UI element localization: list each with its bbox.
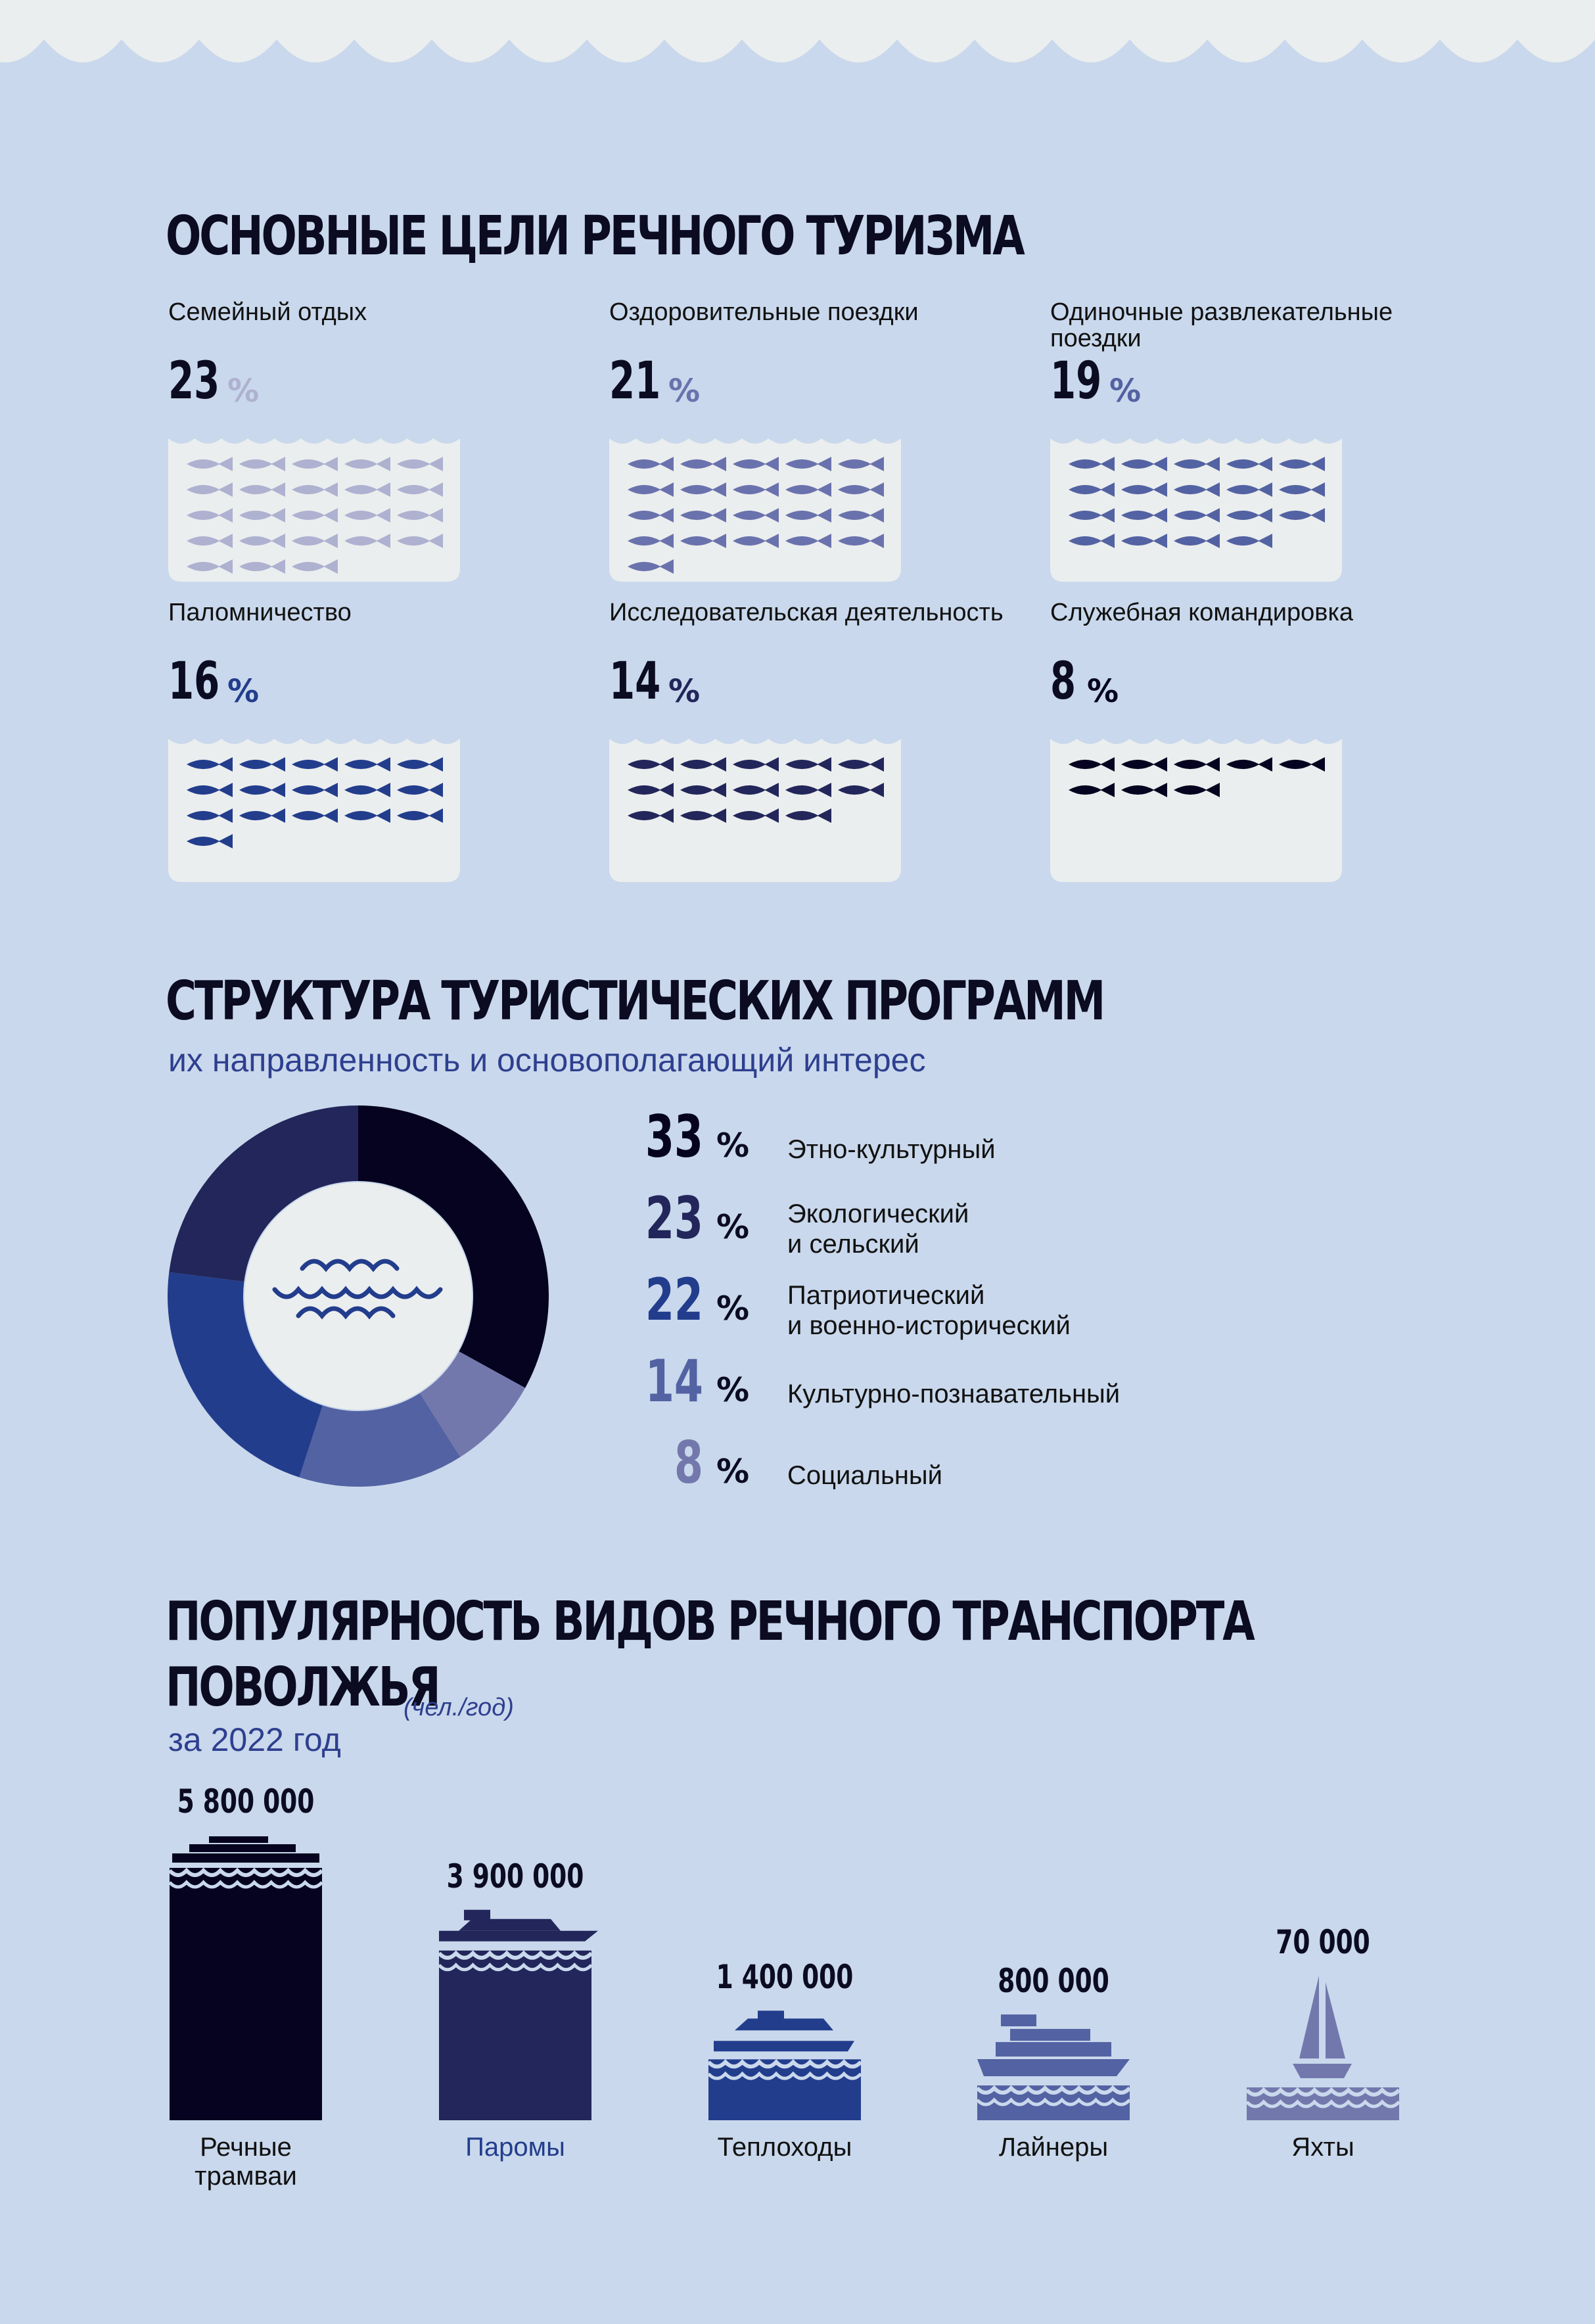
- bar: [439, 1951, 591, 2120]
- bar-wave: [1247, 2102, 1399, 2106]
- transport-title-line2: ПОВОЛЖЬЯ: [166, 1656, 439, 1719]
- legend-label: [787, 1134, 996, 1165]
- legend-value: 14: [645, 1347, 703, 1415]
- goal-label: Оздоровительные поездки: [609, 298, 919, 326]
- goal-percent-sign: %: [1087, 673, 1119, 710]
- goal-label: Одиночные развлекательные поездки: [1050, 298, 1393, 352]
- bar-wave: [977, 2100, 1130, 2104]
- programs-title: СТРУКТУРА ТУРИСТИЧЕСКИХ ПРОГРАММ: [166, 970, 1104, 1033]
- liner-icon: [977, 2014, 1130, 2076]
- bar-category-label: Речные трамваи: [195, 2133, 297, 2191]
- top-wave-border: [0, 0, 1595, 72]
- fish-card: [168, 724, 463, 889]
- legend-percent-sign: %: [716, 1127, 750, 1165]
- legend-label: [787, 1460, 942, 1491]
- goal-value: 21: [609, 352, 661, 411]
- bar-wave: [439, 1965, 591, 1970]
- bar-value-label: 5 800 000: [177, 1782, 315, 1821]
- legend-label-line: Социальный: [787, 1461, 942, 1490]
- fish-card: [1050, 724, 1345, 889]
- goal-percent-sign: %: [227, 373, 260, 409]
- goal-label: Исследовательская деятельность: [609, 599, 1004, 626]
- fish-card: [1050, 424, 1345, 588]
- goal-label: Служебная командировка: [1050, 599, 1354, 626]
- legend-label: [787, 1379, 1120, 1409]
- transport-subtitle: за 2022 год: [168, 1721, 341, 1758]
- bar-wave: [170, 1871, 322, 1875]
- bar-category-label: Яхты: [1291, 2133, 1354, 2162]
- legend-label-line: Этно-культурный: [787, 1135, 996, 1164]
- bar-category-label: Теплоходы: [717, 2133, 852, 2162]
- bar-wave: [1247, 2090, 1399, 2095]
- legend-value: 8: [674, 1429, 703, 1497]
- legend-percent-sign: %: [716, 1290, 750, 1328]
- goal-label: Паломничество: [168, 599, 352, 626]
- bar: [977, 2085, 1130, 2120]
- goal-value: 16: [168, 652, 220, 711]
- goal-percent-sign: %: [668, 673, 701, 710]
- transport-title-line1: ПОПУЛЯРНОСТЬ ВИДОВ РЕЧНОГО ТРАНСПОРТА: [166, 1591, 1253, 1653]
- legend-percent-sign: %: [716, 1452, 750, 1491]
- legend-percent-sign: %: [716, 1371, 750, 1409]
- wave-scallops: [0, 0, 1595, 62]
- fish-card: [609, 424, 904, 588]
- bar-value-label: 1 400 000: [716, 1958, 854, 1997]
- motorship-icon: [714, 2010, 861, 2051]
- bar: [1247, 2087, 1399, 2120]
- bar-value-label: 800 000: [998, 1962, 1109, 2001]
- yacht-icon: [1293, 1976, 1352, 2078]
- fish-card: [609, 724, 904, 889]
- transport-unit: (чел./год): [404, 1694, 514, 1721]
- bar-value-label: 70 000: [1276, 1923, 1370, 1961]
- legend-percent-sign: %: [716, 1208, 750, 1246]
- ferry-icon: [439, 1910, 598, 1941]
- fish-card: [168, 424, 463, 588]
- legend-label-line: и военно-исторический: [787, 1311, 1071, 1340]
- programs-subtitle: их направленность и основополагающий интерес: [168, 1042, 926, 1079]
- goal-percent-sign: %: [1109, 373, 1142, 409]
- legend-label-line: и сельский: [787, 1230, 919, 1259]
- goal-value: 19: [1050, 352, 1102, 411]
- goal-percent-sign: %: [668, 373, 701, 409]
- goals-title: ОСНОВНЫЕ ЦЕЛИ РЕЧНОГО ТУРИЗМА: [166, 205, 1023, 267]
- legend-label: [787, 1280, 1071, 1341]
- bar-wave: [170, 1882, 322, 1887]
- goal-value: 23: [168, 352, 220, 411]
- bar: [708, 2059, 861, 2120]
- goal-percent-sign: %: [227, 673, 260, 710]
- bar-category-label: Лайнеры: [998, 2133, 1109, 2162]
- donut-chart: [164, 1104, 559, 1499]
- bar-category-label: Паромы: [465, 2133, 565, 2162]
- bar: [170, 1868, 322, 2120]
- legend-label: [787, 1199, 969, 1259]
- legend-value: 23: [645, 1184, 703, 1252]
- goal-value: 14: [609, 652, 661, 711]
- goal-label: Семейный отдых: [168, 298, 367, 326]
- goal-value: 8: [1050, 652, 1076, 711]
- bar-wave: [708, 2062, 861, 2066]
- legend-label-line: Культурно-познавательный: [787, 1380, 1121, 1408]
- bar-value-label: 3 900 000: [446, 1857, 584, 1895]
- legend-label-line: Патриотический: [787, 1281, 985, 1310]
- bar-wave: [708, 2074, 861, 2078]
- bar-wave: [439, 1953, 591, 1958]
- legend-label-line: Экологический: [787, 1199, 969, 1228]
- tram-boat-icon: [172, 1836, 319, 1863]
- legend-value: 33: [645, 1103, 703, 1171]
- bar-wave: [977, 2088, 1130, 2093]
- legend-value: 22: [645, 1266, 703, 1334]
